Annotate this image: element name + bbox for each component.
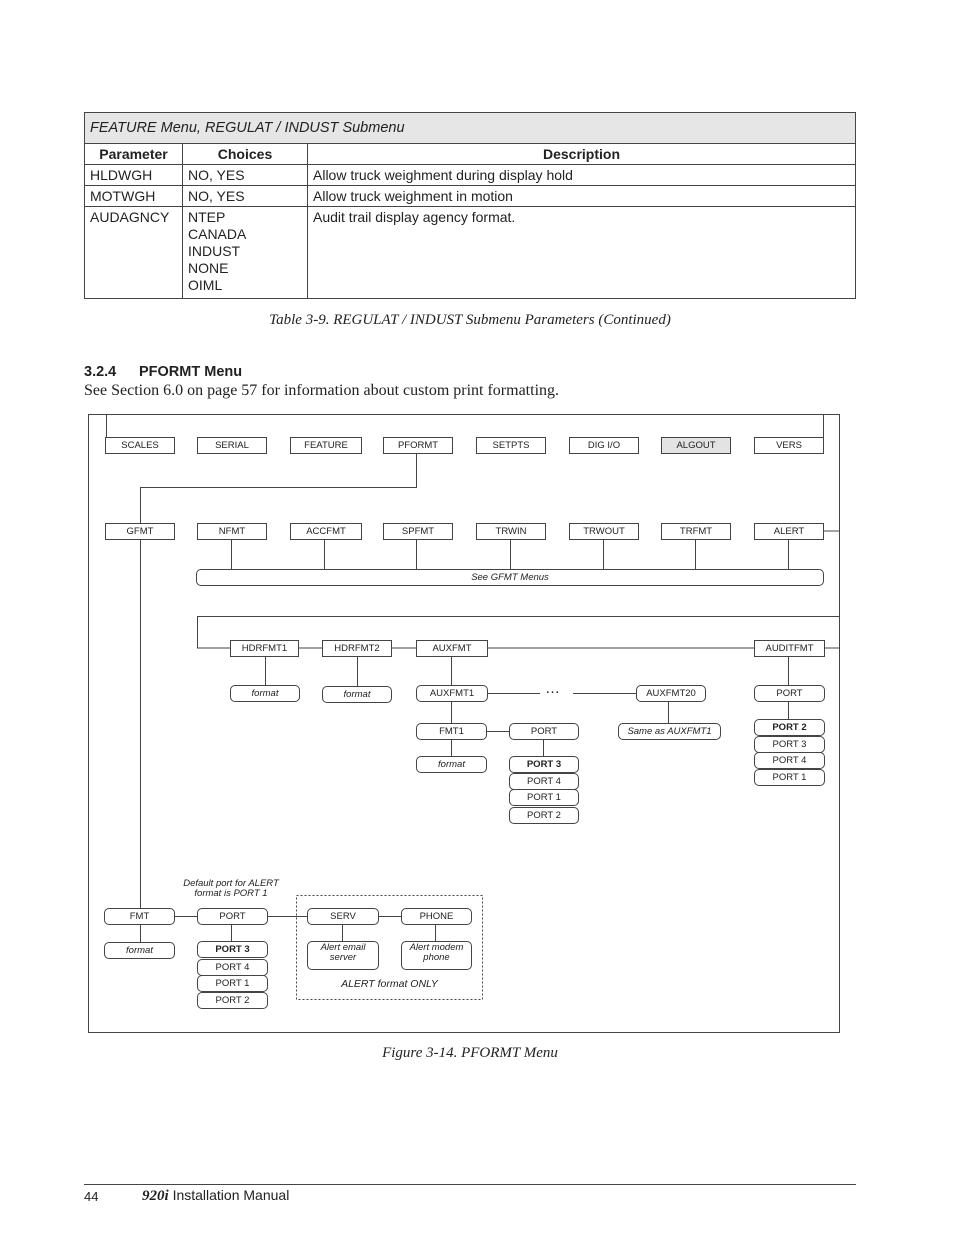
- page-number: 44: [84, 1189, 99, 1204]
- hdrfmt1-format[interactable]: format: [230, 685, 300, 702]
- cell-parameter: HLDWGH: [85, 165, 183, 186]
- cell-parameter: AUDAGNCY: [85, 207, 183, 299]
- audit-port-option[interactable]: PORT 3: [754, 736, 825, 753]
- menu-alert[interactable]: ALERT: [754, 523, 824, 540]
- section-body: See Section 6.0 on page 57 for information about custom print formatting.: [84, 382, 560, 399]
- menu-dig-io[interactable]: DIG I/O: [569, 437, 639, 454]
- menu-phone[interactable]: PHONE: [401, 908, 472, 925]
- choice-item: NTEP: [188, 209, 226, 225]
- alert-only-label: ALERT format ONLY: [341, 978, 438, 990]
- menu-spfmt[interactable]: SPFMT: [383, 523, 453, 540]
- col-header-description: Description: [308, 144, 856, 165]
- menu-hdrfmt1[interactable]: HDRFMT1: [230, 640, 299, 657]
- cell-description: Allow truck weighment in motion: [308, 186, 856, 207]
- col-header-parameter: Parameter: [85, 144, 183, 165]
- menu-fmt1[interactable]: FMT1: [416, 723, 487, 740]
- menu-auditfmt[interactable]: AUDITFMT: [754, 640, 825, 657]
- hdrfmt2-format[interactable]: format: [322, 686, 392, 703]
- same-as-auxfmt1: Same as AUXFMT1: [618, 723, 721, 740]
- section-title: PFORMT Menu: [139, 364, 243, 380]
- menu-trfmt[interactable]: TRFMT: [661, 523, 731, 540]
- figure-caption: Figure 3-14. PFORMT Menu: [382, 1045, 558, 1061]
- phone-desc[interactable]: Alert modem phone: [401, 941, 472, 970]
- menu-nfmt[interactable]: NFMT: [197, 523, 267, 540]
- alert-port-option[interactable]: PORT 2: [197, 992, 268, 1009]
- alert-port-option[interactable]: PORT 4: [197, 959, 268, 976]
- cell-description: Allow truck weighment during display hold: [308, 165, 856, 186]
- choice-item: CANADA: [188, 226, 247, 242]
- see-gfmt-menus: See GFMT Menus: [196, 569, 824, 586]
- audit-port-option[interactable]: PORT 1: [754, 769, 825, 786]
- menu-setpts[interactable]: SETPTS: [476, 437, 546, 454]
- serv-desc[interactable]: Alert email server: [307, 941, 379, 970]
- audit-port-option[interactable]: PORT 2: [754, 719, 825, 736]
- aux-port-option[interactable]: PORT 2: [509, 807, 579, 824]
- menu-auxfmt[interactable]: AUXFMT: [416, 640, 488, 657]
- menu-auxfmt20[interactable]: AUXFMT20: [636, 685, 706, 702]
- menu-serv[interactable]: SERV: [307, 908, 379, 925]
- aux-port-option[interactable]: PORT 1: [509, 789, 579, 806]
- menu-trwout[interactable]: TRWOUT: [569, 523, 639, 540]
- fmt1-format[interactable]: format: [416, 756, 487, 773]
- alert-default-note: Default port for ALERT format is PORT 1: [183, 878, 279, 899]
- table-caption: FEATURE Menu, REGULAT / INDUST Submenu: [85, 113, 856, 144]
- menu-vers[interactable]: VERS: [754, 437, 824, 454]
- cell-choices: NO, YES: [183, 165, 308, 186]
- footer-rule: [84, 1184, 856, 1185]
- menu-algout[interactable]: ALGOUT: [661, 437, 731, 454]
- menu-serial[interactable]: SERIAL: [197, 437, 267, 454]
- menu-pformt[interactable]: PFORMT: [383, 437, 453, 454]
- menu-scales[interactable]: SCALES: [105, 437, 175, 454]
- section-number: 3.2.4: [84, 364, 117, 380]
- audit-port-option[interactable]: PORT 4: [754, 752, 825, 769]
- auxfmt1-port[interactable]: PORT: [509, 723, 579, 740]
- aux-port-option[interactable]: PORT 3: [509, 756, 579, 773]
- choice-item: OIML: [188, 277, 223, 293]
- alert-port-option[interactable]: PORT 1: [197, 975, 268, 992]
- choice-item: INDUST: [188, 243, 241, 259]
- table-title: Table 3-9. REGULAT / INDUST Submenu Parameters (Continued): [269, 312, 671, 328]
- alert-port[interactable]: PORT: [197, 908, 268, 925]
- fmt-format[interactable]: format: [104, 942, 175, 959]
- choice-item: NONE: [188, 260, 229, 276]
- cell-description: Audit trail display agency format.: [308, 207, 856, 299]
- menu-trwin[interactable]: TRWIN: [476, 523, 546, 540]
- aux-port-option[interactable]: PORT 4: [509, 773, 579, 790]
- menu-gfmt[interactable]: GFMT: [105, 523, 175, 540]
- menu-fmt[interactable]: FMT: [104, 908, 175, 925]
- ellipsis: …: [545, 680, 561, 697]
- auditfmt-port[interactable]: PORT: [754, 685, 825, 702]
- menu-hdrfmt2[interactable]: HDRFMT2: [322, 640, 392, 657]
- menu-auxfmt1[interactable]: AUXFMT1: [416, 685, 488, 702]
- alert-port-option[interactable]: PORT 3: [197, 941, 268, 958]
- menu-feature[interactable]: FEATURE: [290, 437, 362, 454]
- cell-parameter: MOTWGH: [85, 186, 183, 207]
- manual-title: 920i Installation Manual: [142, 1187, 290, 1204]
- menu-accfmt[interactable]: ACCFMT: [290, 523, 362, 540]
- cell-choices: NO, YES: [183, 186, 308, 207]
- col-header-choices: Choices: [183, 144, 308, 165]
